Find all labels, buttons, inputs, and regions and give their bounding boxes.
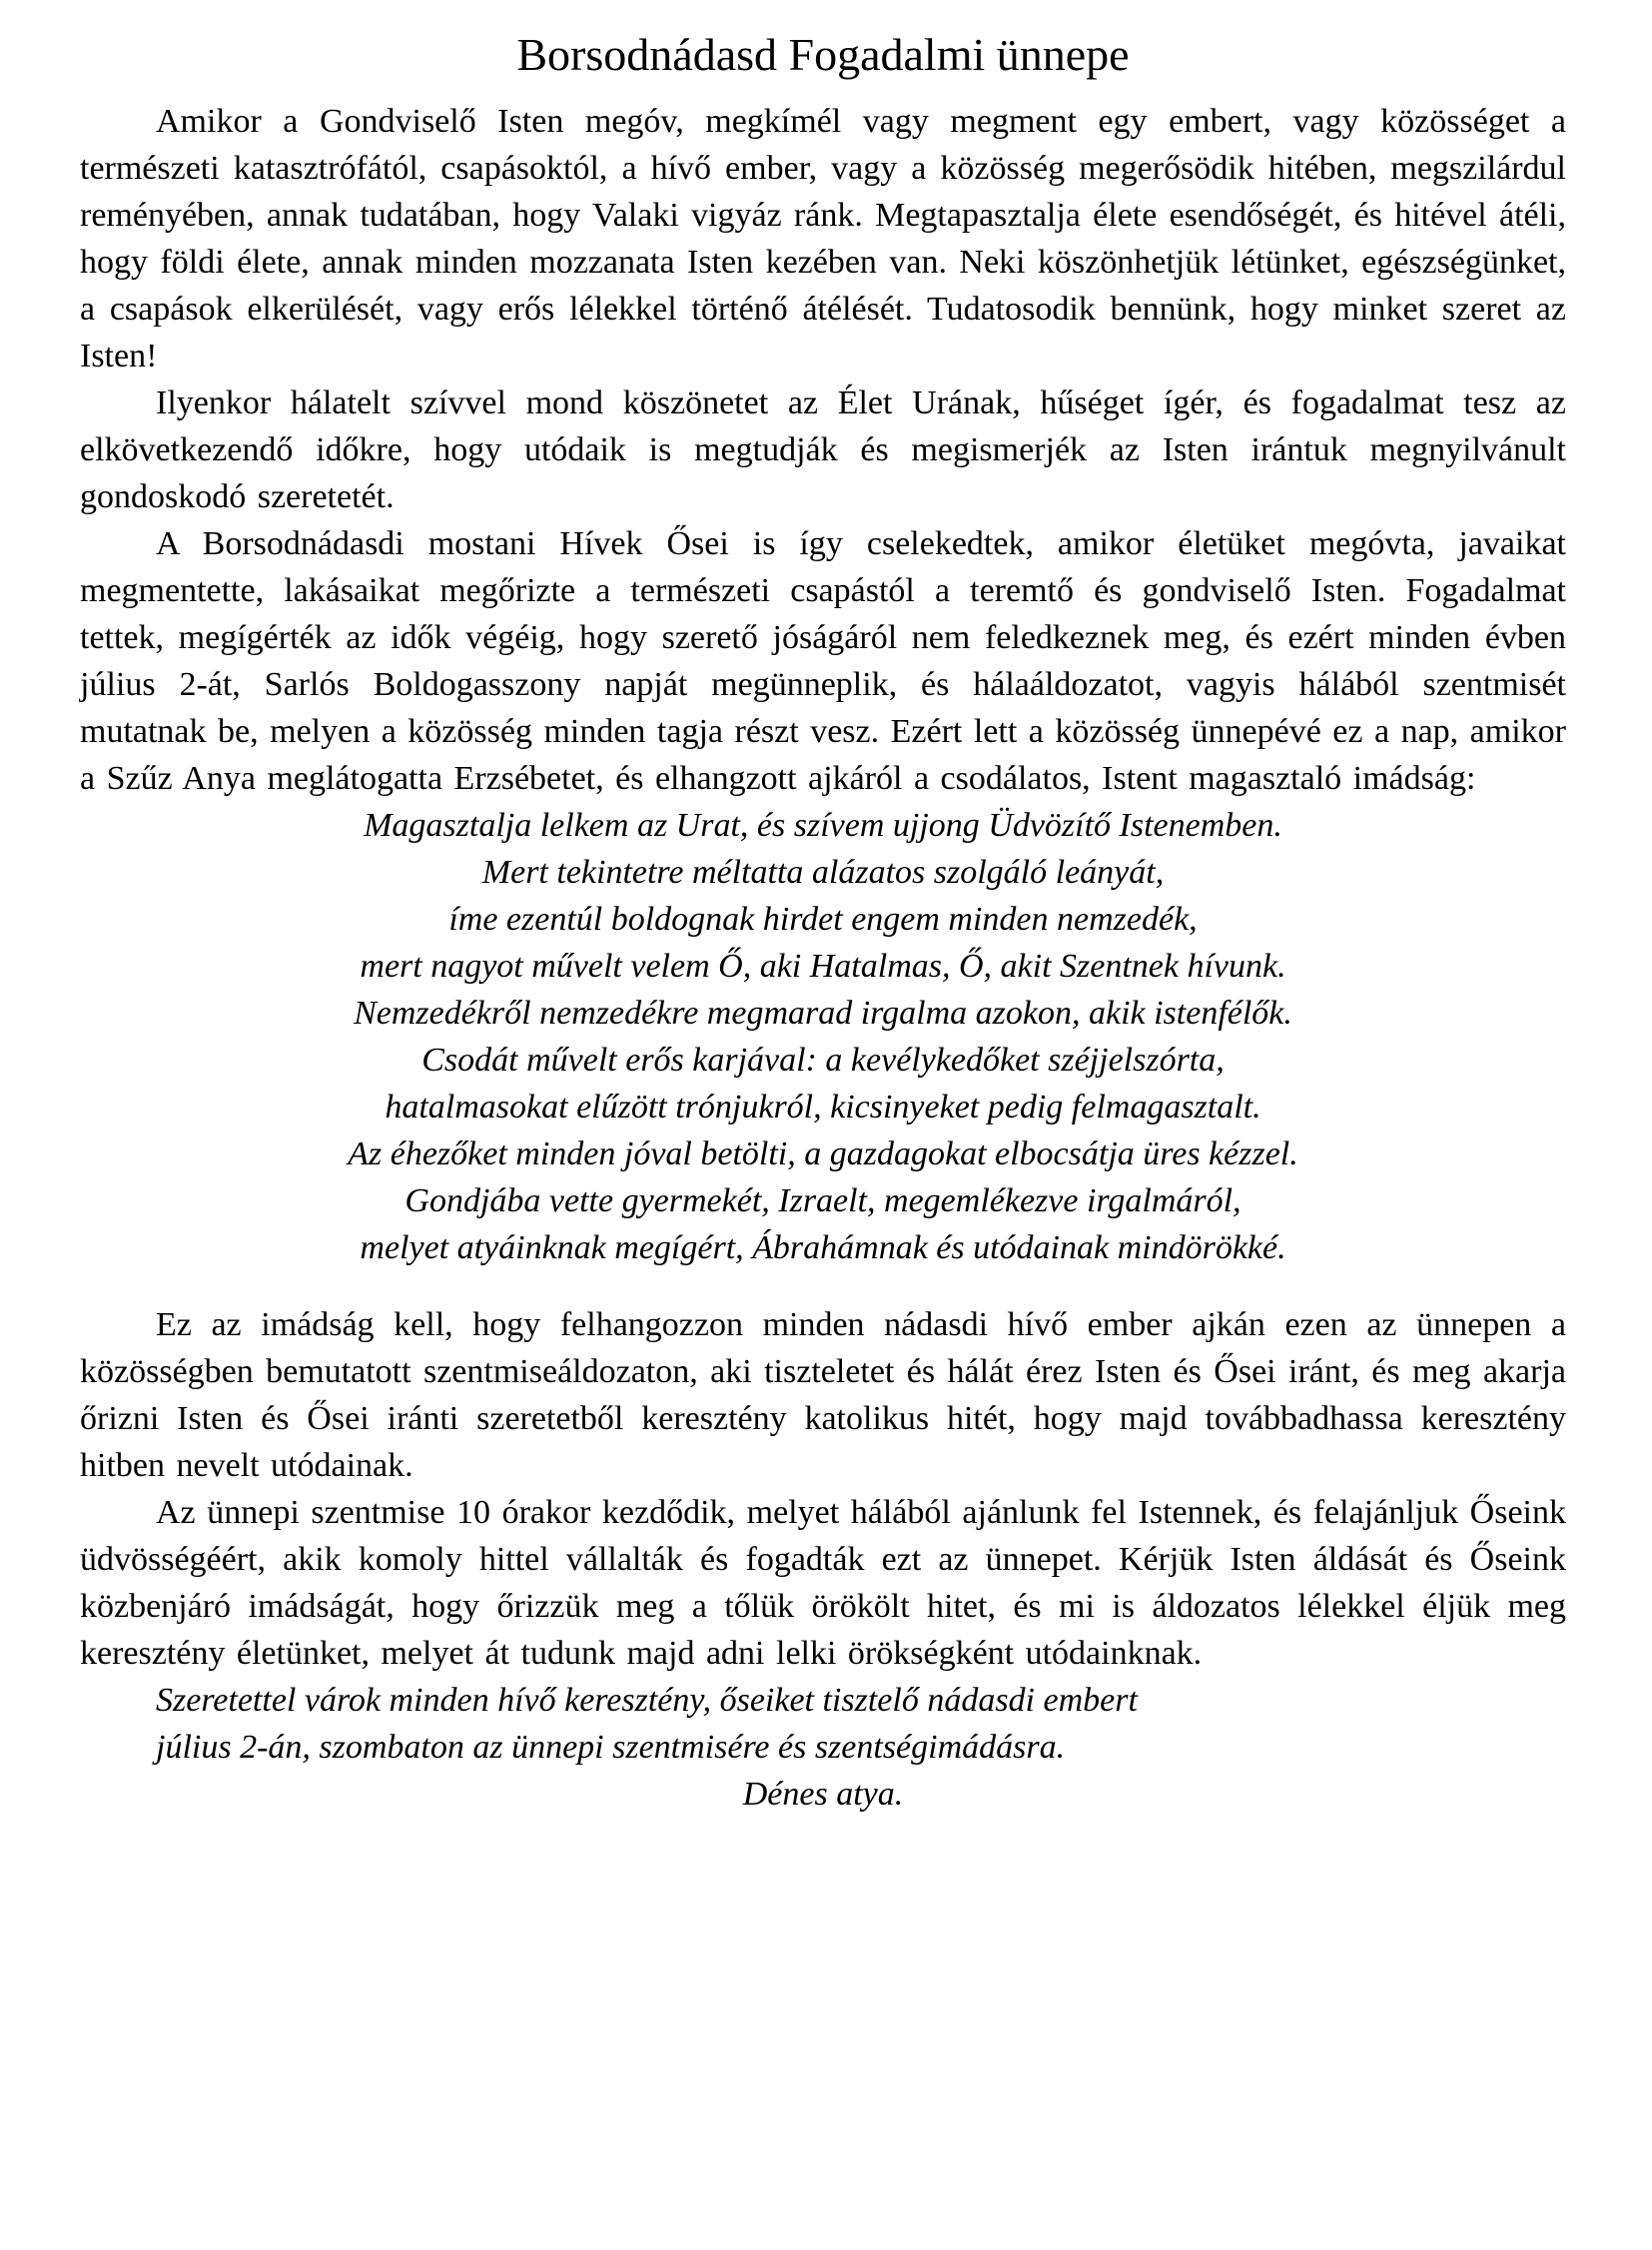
prayer-line: hatalmasokat elűzött trónjukról, kicsinyeket pedig felmagasztalt.: [385, 1089, 1261, 1125]
closing-block: [80, 1677, 1566, 1818]
prayer-line: Nemzedékről nemzedékre megmarad irgalma azokon, akik istenfélők.: [354, 995, 1292, 1032]
prayer-line: Mert tekintetre méltatta alázatos szolgáló leányát,: [481, 854, 1165, 891]
prayer-line: íme ezentúl boldognak hirdet engem minden nemzedék,: [448, 901, 1198, 938]
closing-date-line: július 2-án, szombaton az ünnepi szentmisére és szentségimádásra.: [156, 1729, 1066, 1766]
prayer-line: melyet atyáinknak megígért, Ábrahámnak és utódainak mindörökké.: [360, 1229, 1286, 1266]
prayer-line: Magasztalja lelkem az Urat, és szívem ujjong Üdvözítő Istenemben.: [364, 807, 1282, 844]
paragraph-gratitude: Ilyenkor hálatelt szívvel mond köszönetet az Élet Urának, hűséget ígér, és fogadalmat tesz az elkövetkezendő időkre, hogy utódaik is megtudják és megismerjék az Isten irántuk megnyilvánult gondoskodó szeretetét.: [80, 384, 1566, 515]
paragraph-mass-details: Az ünnepi szentmise 10 órakor kezdődik, melyet hálából ajánlunk fel Istennek, és felajánljuk Őseink üdvösségéért, akik komoly hittel vállalták és fogadták ezt az ünnepet. Kérjük Isten áldását és Őseink közbenjáró imádságát, hogy őrizzük meg a tőlük örökölt hitet, és mi is áldozatos lélekkel éljük meg keresztény életünket, melyet át tudunk majd adni lelki örökségként utódainknak.: [80, 1494, 1566, 1672]
prayer-block: [80, 802, 1566, 1271]
document-title: Borsodnádasd Fogadalmi ünnepe: [516, 29, 1130, 80]
paragraph-ancestors-vow: A Borsodnádasdi mostani Hívek Ősei is így cselekedtek, amikor életüket megóvta, javaikat megmentette, lakásaikat megőrizte a természeti csapástól a teremtő és gondviselő Isten. Fogadalmat tettek, megígérték az idők végéig, hogy szerető jóságáról nem feledkeznek meg, és ezért minden évben július 2-át, Sarlós Boldogasszony napját megünneplik, és hálaáldozatot, vagyis hálából szentmisét mutatnak be, melyen a közösség minden tagja részt vesz. Ezért lett a közösség ünnepévé ez a nap, amikor a Szűz Anya meglátogatta Erzsébetet, és elhangzott ajkáról a csodálatos, Istent magasztaló imádság:: [80, 525, 1566, 797]
prayer-line: mert nagyot művelt velem Ő, aki Hatalmas, Ő, akit Szentnek hívunk.: [360, 948, 1286, 985]
closing-invitation-line: Szeretettel várok minden hívő keresztény, őseiket tisztelő nádasdi embert: [156, 1682, 1138, 1719]
paragraph-call-to-prayer: Ez az imádság kell, hogy felhangozzon minden nádasdi hívő ember ajkán ezen az ünnepen a közösségben bemutatott szentmiseáldozaton, aki tiszteletet és hálát érez Isten és Ősei iránt, és meg akarja őrizni Isten és Ősei iránti szeretetből keresztény katolikus hitét, hogy majd továbbadhassa keresztény hitben nevelt utódainak.: [80, 1306, 1566, 1484]
signature: Dénes atya.: [742, 1776, 904, 1813]
paragraph-intro: Amikor a Gondviselő Isten megóv, megkímél vagy megment egy embert, vagy közösséget a természeti katasztrófától, csapásoktól, a hívő ember, vagy a közösség megerősödik hitében, megszilárdul reményében, annak tudatában, hogy Valaki vigyáz ránk. Megtapasztalja élete esendőségét, és hitével átéli, hogy földi élete, annak minden mozzanata Isten kezében van. Neki köszönhetjük létünket, egészségünket, a csapások elkerülését, vagy erős lélekkel történő átélését. Tudatosodik bennünk, hogy minket szeret az Isten!: [80, 103, 1566, 375]
prayer-line: Gondjába vette gyermekét, Izraelt, megemlékezve irgalmáról,: [405, 1182, 1241, 1219]
prayer-line: Csodát művelt erős karjával: a kevélykedőket széjjelszórta,: [421, 1042, 1225, 1079]
prayer-line: Az éhezőket minden jóval betölti, a gazdagokat elbocsátja üres kézzel.: [348, 1135, 1298, 1172]
